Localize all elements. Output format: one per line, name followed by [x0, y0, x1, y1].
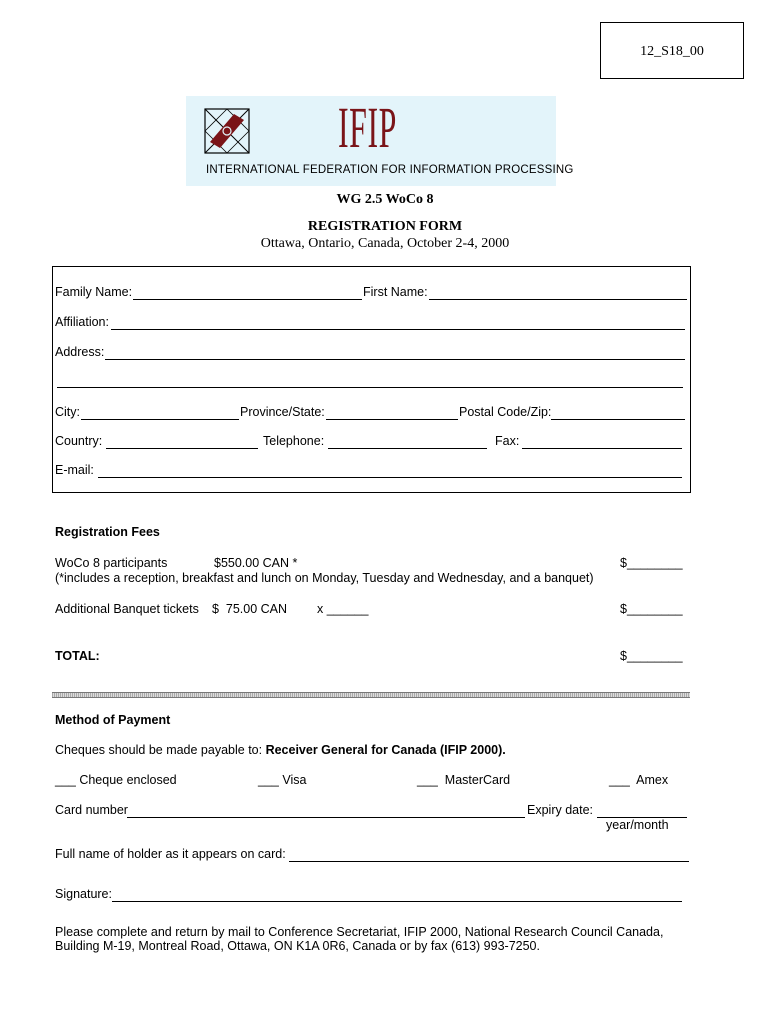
first-name-label: First Name:: [363, 285, 428, 299]
amex-option[interactable]: ___ Amex: [609, 773, 669, 787]
postal-code-field[interactable]: [551, 419, 685, 420]
banquet-tickets-quantity[interactable]: x ______: [317, 602, 369, 616]
affiliation-label: Affiliation:: [55, 315, 109, 329]
signature-field[interactable]: [112, 901, 682, 902]
signature-label: Signature:: [55, 887, 112, 901]
payment-method-heading: Method of Payment: [55, 713, 171, 727]
province-label: Province/State:: [240, 405, 325, 419]
address-label: Address:: [55, 345, 105, 359]
card-number-field[interactable]: [127, 817, 525, 818]
federation-name: INTERNATIONAL FEDERATION FOR INFORMATION PROCESSING: [206, 164, 574, 176]
payable-to-prefix: Cheques should be made payable to:: [55, 743, 266, 757]
participants-fee-price: $550.00 CAN *: [214, 556, 298, 570]
card-holder-label: Full name of holder as it appears on card:: [55, 847, 286, 861]
cheque-option[interactable]: ___ Cheque enclosed: [55, 773, 177, 787]
total-amount[interactable]: $________: [620, 649, 683, 663]
city-label: City:: [55, 405, 80, 419]
family-name-label: Family Name:: [55, 285, 133, 299]
expiry-date-label: Expiry date:: [527, 803, 594, 817]
mastercard-option[interactable]: ___ MasterCard: [417, 773, 511, 787]
form-title: REGISTRATION FORM: [307, 219, 463, 234]
country-field[interactable]: [106, 448, 258, 449]
address-field-line-2[interactable]: [57, 387, 683, 388]
participants-fee-amount[interactable]: $________: [620, 556, 683, 570]
contact-details-box: [52, 266, 691, 493]
card-number-label: Card number: [55, 803, 128, 817]
section-divider: [52, 692, 690, 698]
telephone-field[interactable]: [328, 448, 487, 449]
document-id: 12_S18_00: [600, 22, 744, 79]
fax-label: Fax:: [495, 434, 520, 448]
postal-code-label: Postal Code/Zip:: [459, 405, 552, 419]
city-field[interactable]: [81, 419, 239, 420]
first-name-field[interactable]: [429, 299, 687, 300]
banquet-tickets-price: $ 75.00 CAN: [212, 602, 288, 616]
ifip-logo: [186, 95, 574, 186]
fax-field[interactable]: [522, 448, 682, 449]
expiry-format-hint: year/month: [606, 818, 669, 832]
country-label: Country:: [55, 434, 103, 448]
total-label: TOTAL:: [55, 649, 100, 663]
email-label: E-mail:: [55, 463, 94, 477]
working-group-title: WG 2.5 WoCo 8: [336, 192, 434, 207]
banquet-tickets-label: Additional Banquet tickets: [55, 602, 199, 616]
return-instructions-line-1: Please complete and return by mail to Conference Secretariat, IFIP 2000, National Research Council Canada,: [55, 925, 664, 939]
registration-fees-heading: Registration Fees: [55, 525, 160, 539]
event-location-date: Ottawa, Ontario, Canada, October 2-4, 2000: [260, 236, 510, 251]
family-name-field[interactable]: [133, 299, 362, 300]
payable-to-line: [55, 743, 506, 758]
email-field[interactable]: [98, 477, 682, 478]
payable-to-recipient: Receiver General for Canada (IFIP 2000).: [265, 743, 506, 757]
province-field[interactable]: [326, 419, 458, 420]
affiliation-field[interactable]: [111, 329, 685, 330]
card-holder-field[interactable]: [289, 861, 689, 862]
ifip-logo-letters: IFIP: [338, 95, 397, 160]
participants-fee-note: (*includes a reception, breakfast and lunch on Monday, Tuesday and Wednesday, and a banquet): [55, 571, 594, 585]
telephone-label: Telephone:: [263, 434, 325, 448]
return-instructions-line-2: Building M-19, Montreal Road, Ottawa, ON K1A 0R6, Canada or by fax (613) 993-7250.: [55, 939, 540, 953]
participants-fee-label: WoCo 8 participants: [55, 556, 168, 570]
banquet-tickets-amount[interactable]: $________: [620, 602, 683, 616]
address-field[interactable]: [105, 359, 685, 360]
visa-option[interactable]: ___ Visa: [258, 773, 307, 787]
ifip-emblem-icon: [204, 108, 250, 154]
